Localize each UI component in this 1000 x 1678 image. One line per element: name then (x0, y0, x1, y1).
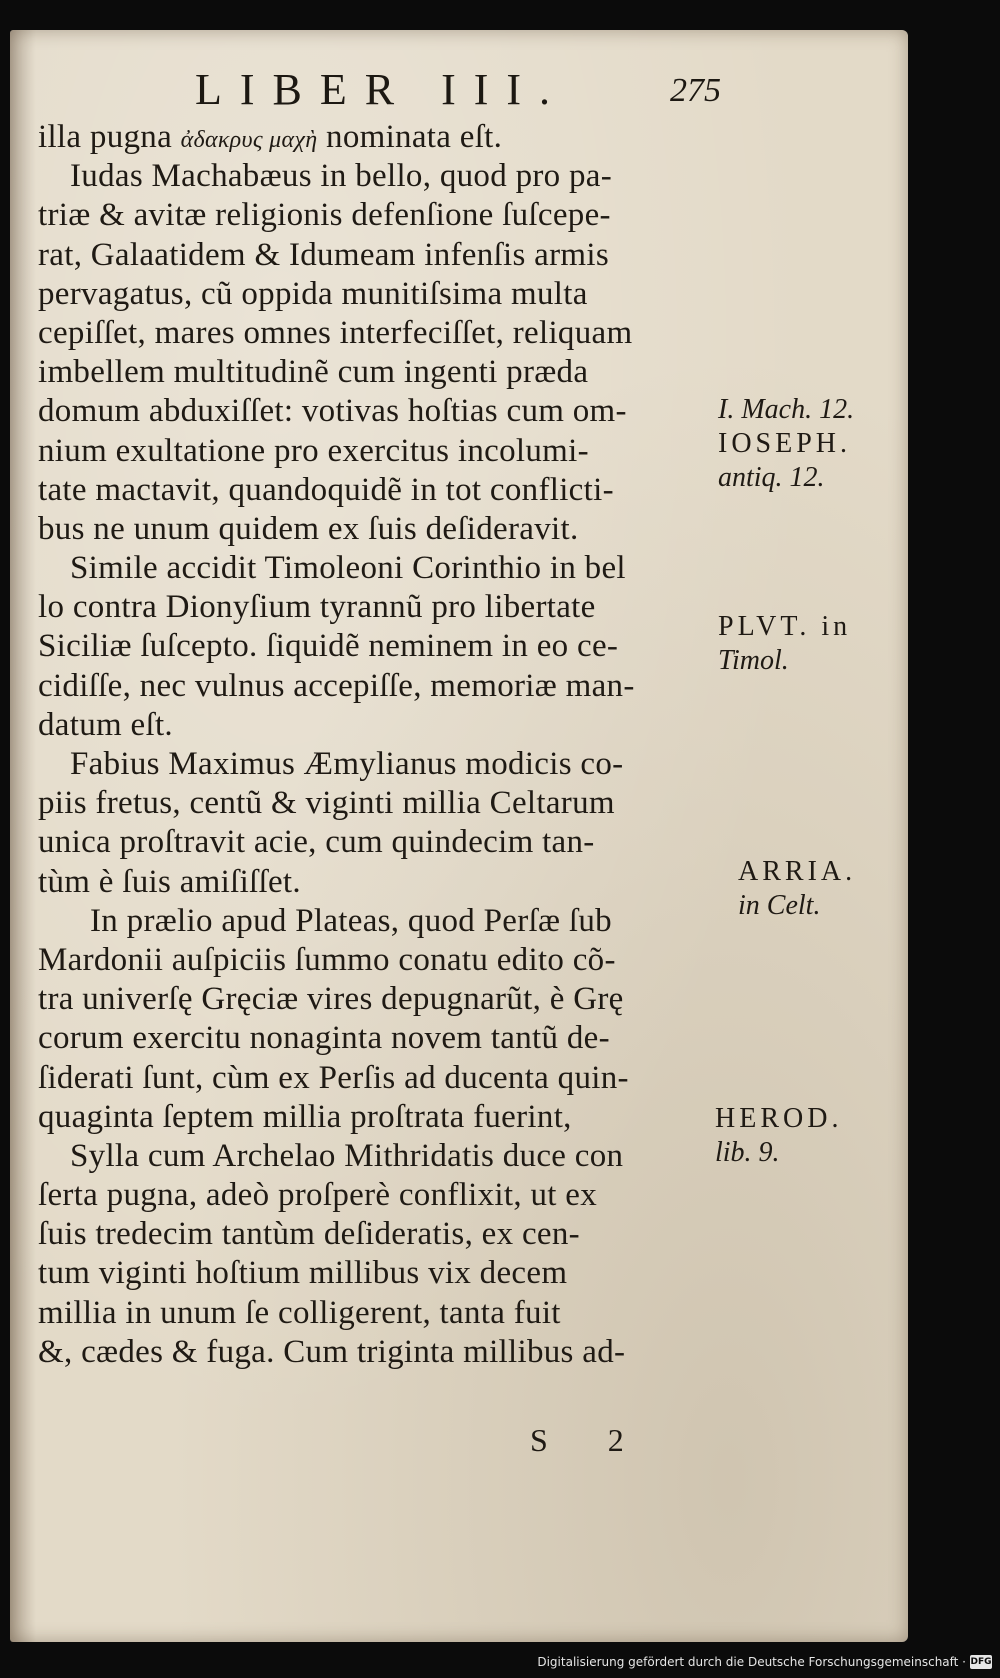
text-line-22: Mardonii auſpiciis ſummo conatu edito cõ- (38, 941, 616, 978)
text-line-11: bus ne unum quidem ex ſuis deſideravit. (38, 510, 579, 547)
text-line-24: corum exercitu nonaginta novem tantũ de- (38, 1020, 610, 1057)
text-line-23: tra univerſę Gręciæ vires depugnarũt, è Grę (38, 981, 624, 1018)
text-line-20: tùm è ſuis amiſiſſet. (38, 863, 301, 900)
margin-note-herodotus (715, 1102, 842, 1170)
text-line-5: pervagatus, cũ oppida munitiſsima multa (38, 275, 588, 312)
text-line-13: lo contra Dionyſium tyrannũ pro libertate (38, 589, 596, 626)
footer-credit (537, 1649, 992, 1675)
text-line-14: Siciliæ ſuſcepto. ſiquidẽ neminem in eo ce- (38, 628, 619, 665)
text-line-2: Iudas Machabæus in bello, quod pro pa- (70, 158, 613, 195)
text-line-19: unica proſtravit acie, cum quindecim tan- (38, 824, 595, 861)
margin-note-line: HEROD. (715, 1103, 843, 1134)
margin-note-line: PLVT. in (718, 611, 852, 642)
text-line-27: Sylla cum Archelao Mithridatis duce con (70, 1137, 624, 1174)
margin-note-line: Timol. (718, 645, 789, 676)
text-line-29: ſuis tredecim tantùm deſideratis, ex cen- (38, 1216, 580, 1253)
text-line-21: In prælio apud Plateas, quod Perſæ ſub (90, 902, 612, 939)
margin-note-line: I. Mach. 12. (718, 394, 855, 425)
text-line-17: Fabius Maximus Æmylianus modicis co- (70, 746, 624, 782)
text-line-30: tum viginti hoſtium millibus vix decem (38, 1255, 568, 1292)
text-line-16: datum eſt. (38, 706, 173, 743)
text-line-18: piis fretus, centũ & viginti millia Celtarum (38, 785, 615, 822)
text-line-9: nium exultatione pro exercitus incolumi- (38, 432, 589, 469)
margin-note-arrian (738, 855, 856, 923)
text-line-12: Simile accidit Timoleoni Corinthio in bel (70, 550, 626, 587)
text-line-31: millia in unum ſe colligerent, tanta fuit (38, 1294, 561, 1331)
text-line-8: domum abduxiſſet: votivas hoſtias cum om- (38, 393, 627, 430)
text-line-26: quaginta ſeptem millia proſtrata fuerint, (38, 1098, 572, 1135)
footer-credit-text: Digitalisierung gefördert durch die Deutsche Forschungsgemeinschaft · (537, 1655, 966, 1669)
greek-phrase: ἀδακρυς μαχὴ (180, 127, 318, 153)
text-line-4: rat, Galaatidem & Idumeam infenſis armis (38, 236, 609, 273)
text-line-15: cidiſſe, nec vulnus accepiſſe, memoriæ man- (38, 667, 635, 704)
book-page (10, 30, 908, 1642)
margin-note-plutarch (718, 610, 851, 678)
margin-note-maccabees (718, 393, 854, 495)
text-line-1-post: nominata eſt. (317, 119, 503, 155)
text-line-7: imbellem multitudinẽ cum ingenti præda (38, 354, 589, 391)
main-text-block (38, 118, 723, 1372)
text-line-6: cepiſſet, mares omnes interfeciſſet, reliquam (38, 314, 633, 351)
margin-note-line: lib. 9. (715, 1137, 780, 1168)
text-line-10: tate mactavit, quandoquidẽ in tot conflicti- (38, 471, 614, 508)
margin-note-line: in Celt. (738, 890, 821, 921)
text-line-28: ſerta pugna, adeò proſperè conflixit, ut ex (38, 1177, 598, 1214)
margin-note-line: antiq. 12. (718, 462, 825, 493)
running-head (10, 64, 908, 114)
text-line-1 (38, 118, 723, 157)
text-line-3: triæ & avitæ religionis defenſione ſuſcepe- (38, 197, 611, 234)
text-line-1-pre: illa pugna (38, 119, 181, 155)
text-line-32: &, cædes & fuga. Cum triginta millibus ad- (38, 1333, 626, 1370)
running-head-title: LIBER III. (195, 65, 569, 114)
signature-mark: S 2 (530, 1422, 650, 1458)
page-number: 275 (670, 72, 721, 109)
dfg-logo-icon: DFG (970, 1657, 992, 1667)
margin-note-line: ARRIA. (738, 856, 857, 887)
margin-note-line: IOSEPH. (718, 428, 852, 459)
text-line-25: ſiderati ſunt, cùm ex Perſis ad ducenta quin- (38, 1059, 629, 1096)
